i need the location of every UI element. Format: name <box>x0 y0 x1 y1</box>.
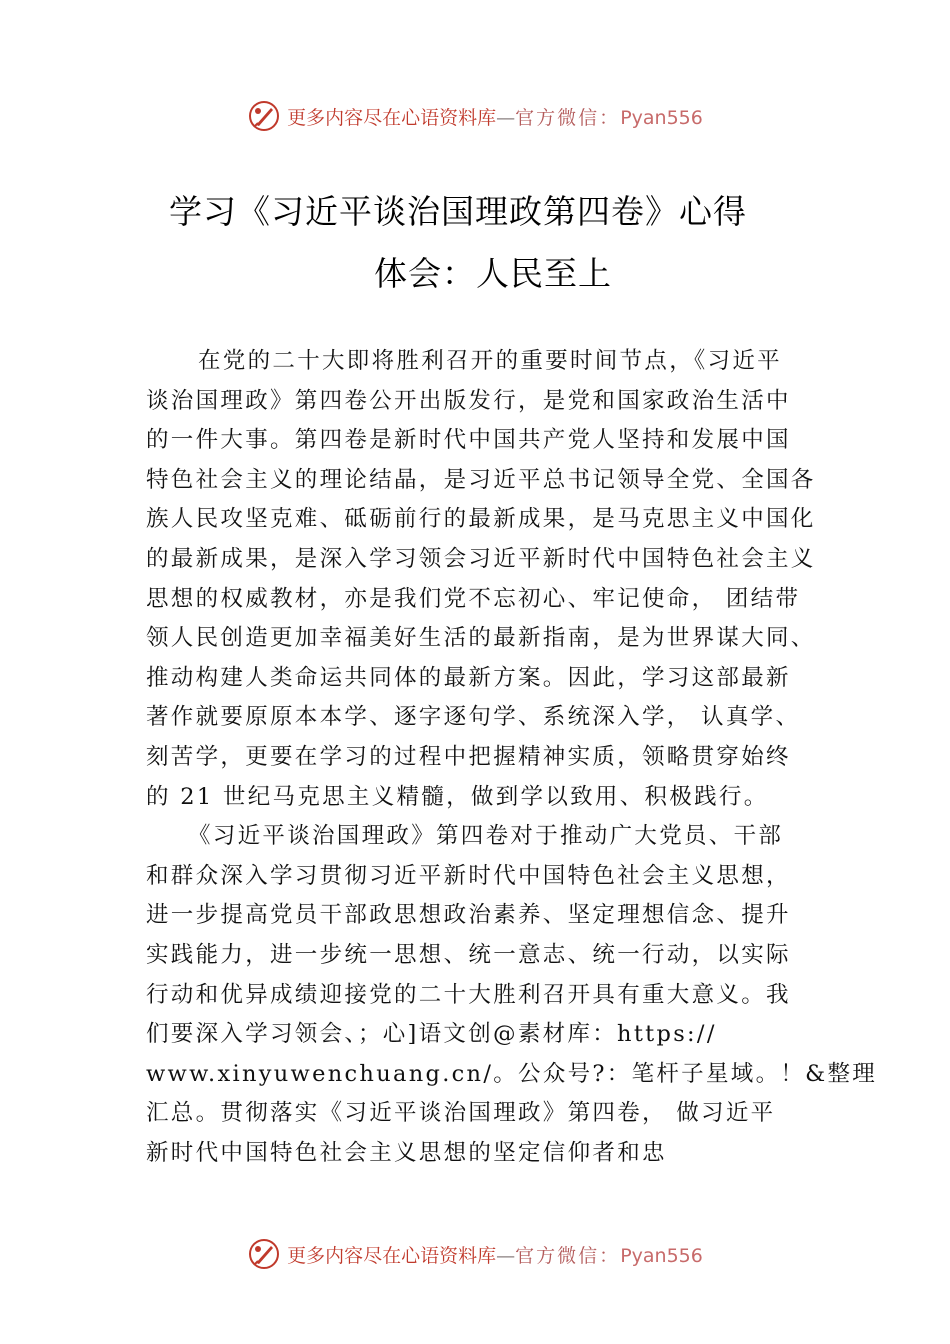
quill-logo-icon <box>247 1237 281 1271</box>
body-line: 汇总。贯彻落实《习近平谈治国理政》第四卷， 做习近平 <box>146 1100 776 1127</box>
body-line: 们要深入学习领会、；心]语文创@素材库：https:// <box>146 1021 717 1048</box>
document-title-line-2: 体会：人民至上 <box>374 254 612 293</box>
document-title-line-1: 学习《习近平谈治国理政第四卷》心得 <box>169 192 747 231</box>
body-line: 的一件大事。第四卷是新时代中国共产党人坚持和发展中国 <box>146 427 791 454</box>
body-line: 著作就要原原本本学、逐字逐句学、系统深入学， 认真学、 <box>146 704 801 731</box>
body-line: 思想的权威教材，亦是我们党不忘初心、牢记使命， 团结带 <box>146 585 801 612</box>
body-line: 实践能力，进一步统一思想、统一意志、统一行动，以实际 <box>146 941 791 968</box>
banner-text: 更多内容尽在心语资料库—官方微信：Pyan556 <box>287 106 703 129</box>
body-line: 的 21 世纪马克思主义精髓，做到学以致用、积极践行。 <box>146 783 769 810</box>
header-banner <box>0 96 950 136</box>
body-line: 《习近平谈治国理政》第四卷对于推动广大党员、干部 <box>188 823 784 850</box>
body-line: 行动和优异成绩迎接党的二十大胜利召开具有重大意义。我 <box>146 981 791 1008</box>
document-body <box>146 342 878 1173</box>
body-line: 谈治国理政》第四卷公开出版发行，是党和国家政治生活中 <box>146 387 791 414</box>
body-line: www.xinyuwenchuang.cn/。公众号?：笔杆子星域。！&整理 <box>146 1060 878 1087</box>
body-line: 和群众深入学习贯彻习近平新时代中国特色社会主义思想， <box>146 862 791 889</box>
body-line: 的最新成果，是深入学习领会习近平新时代中国特色社会主义 <box>146 545 816 572</box>
quill-logo-icon <box>247 99 281 133</box>
body-line: 刻苦学，更要在学习的过程中把握精神实质，领略贯穿始终 <box>146 743 791 770</box>
body-line: 领人民创造更加幸福美好生活的最新指南，是为世界谋大同、 <box>146 625 816 652</box>
body-line: 在党的二十大即将胜利召开的重要时间节点，《习近平 <box>198 348 782 374</box>
footer-banner <box>0 1234 950 1274</box>
body-line: 进一步提高党员干部政思想政治素养、坚定理想信念、提升 <box>146 902 791 929</box>
body-line: 族人民攻坚克难、砥砺前行的最新成果，是马克思主义中国化 <box>146 506 816 533</box>
body-line: 推动构建人类命运共同体的最新方案。因此，学习这部最新 <box>146 664 791 691</box>
body-line: 新时代中国特色社会主义思想的坚定信仰者和忠 <box>146 1139 667 1166</box>
body-line: 特色社会主义的理论结晶，是习近平总书记领导全党、全国各 <box>146 466 816 493</box>
banner-text: 更多内容尽在心语资料库—官方微信：Pyan556 <box>287 1244 703 1267</box>
